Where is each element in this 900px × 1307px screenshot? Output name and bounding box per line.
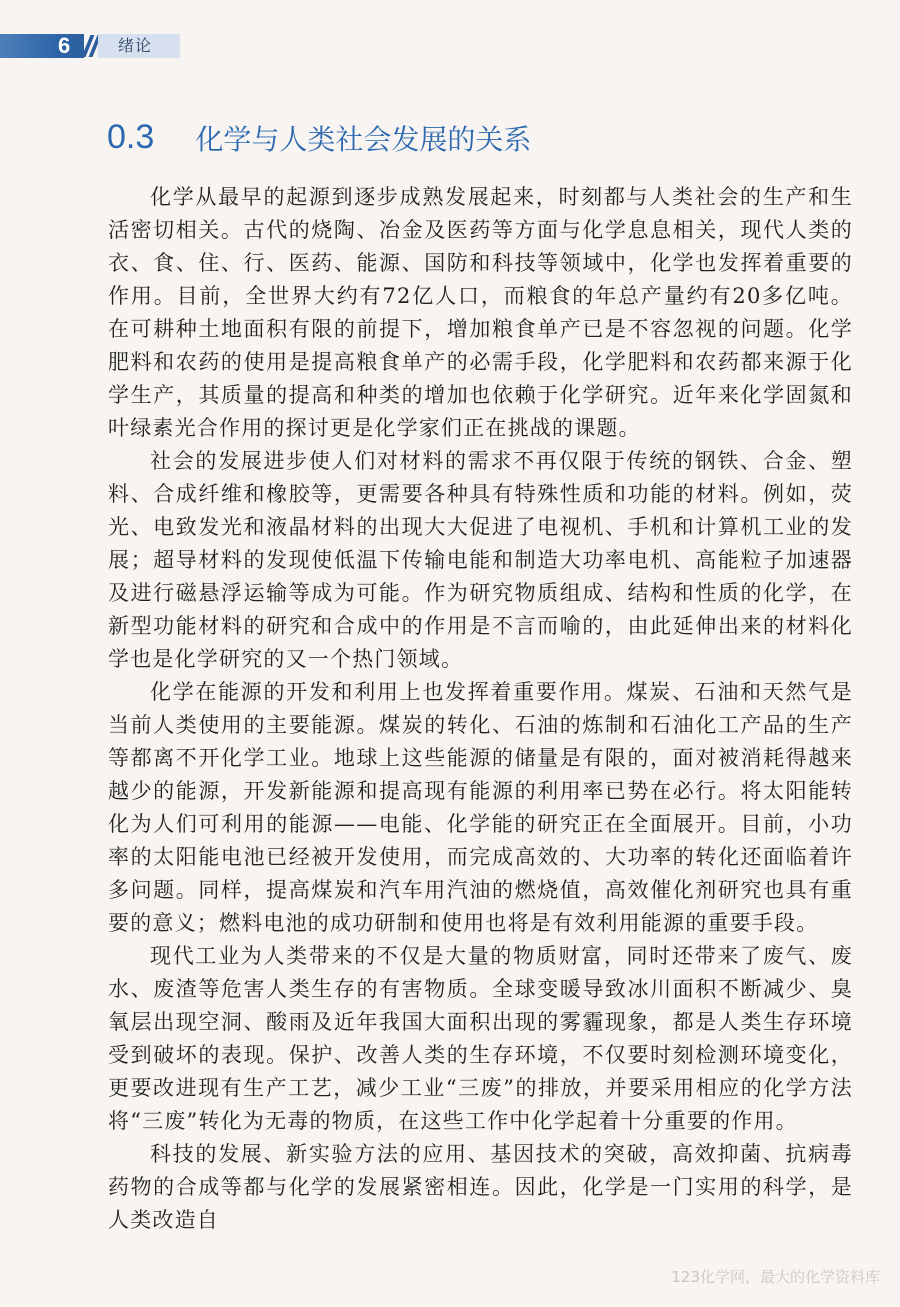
- paragraph: 社会的发展进步使人们对材料的需求不再仅限于传统的钢铁、合金、塑料、合成纤维和橡胶等，更需要各种具有特殊性质和功能的材料。例如，荧光、电致发光和液晶材料的出现大大促进了电视机、手机和计算机工业的发展；超导材料的发现使低温下传输电能和制造大功率电机、高能粒子加速器及进行磁悬浮运输等成为可能。作为研究物质组成、结构和性质的化学，在新型功能材料的研究和合成中的作用是不言而喻的，由此延伸出来的材料化学也是化学研究的又一个热门领域。: [108, 449, 853, 671]
- watermark: 123化学网，最大的化学资料库: [671, 1268, 880, 1286]
- paragraph: 化学从最早的起源到逐步成熟发展起来，时刻都与人类社会的生产和生活密切相关。古代的烧陶、冶金及医药等方面与化学息息相关，现代人类的衣、食、住、行、医药、能源、国防和科技等领域中，化学也发挥着重要的作用。目前，全世界大约有72亿人口，而粮食的年总产量约有20多亿吨。在可耕种土地面积有限的前提下，增加粮食单产已是不容忽视的问题。化学肥料和农药的使用是提高粮食单产的必需手段，化学肥料和农药都来源于化学生产，其质量的提高和种类的增加也依赖于化学研究。近年来化学固氮和叶绿素光合作用的探讨更是化学家们正在挑战的课题。: [108, 185, 853, 440]
- section-heading: 化学与人类社会发展的关系: [195, 123, 532, 156]
- section-title: [107, 118, 667, 162]
- page-number: 6: [58, 33, 71, 58]
- paragraph: 科技的发展、新实验方法的应用、基因技术的突破，高效抑菌、抗病毒药物的合成等都与化学的发展紧密相连。因此，化学是一门实用的科学，是人类改造自: [108, 1142, 853, 1232]
- section-label: 绪论: [118, 36, 153, 55]
- paragraph: 现代工业为人类带来的不仅是大量的物质财富，同时还带来了废气、废水、废渣等危害人类生存的有害物质。全球变暖导致冰川面积不断减少、臭氧层出现空洞、酸雨及近年我国大面积出现的雾霾现象，都是人类生存环境受到破坏的表现。保护、改善人类的生存环境，不仅要时刻检测环境变化，更要改进现有生产工艺，减少工业“三废”的排放，并要采用相应的化学方法将“三废”转化为无毒的物质，在这些工作中化学起着十分重要的作用。: [108, 944, 853, 1133]
- page-header: [0, 34, 180, 58]
- paragraph: 化学在能源的开发和利用上也发挥着重要作用。煤炭、石油和天然气是当前人类使用的主要能源。煤炭的转化、石油的炼制和石油化工产品的生产等都离不开化学工业。地球上这些能源的储量是有限的，面对被消耗得越来越少的能源，开发新能源和提高现有能源的利用率已势在必行。将太阳能转化为人们可利用的能源——电能、化学能的研究正在全面展开。目前，小功率的太阳能电池已经被开发使用，而完成高效的、大功率的转化还面临着许多问题。同样，提高煤炭和汽车用汽油的燃烧值，高效催化剂研究也具有重要的意义；燃料电池的成功研制和使用也将是有效利用能源的重要手段。: [108, 680, 853, 935]
- body-text: [108, 181, 853, 1247]
- section-number: 0.3: [107, 118, 155, 156]
